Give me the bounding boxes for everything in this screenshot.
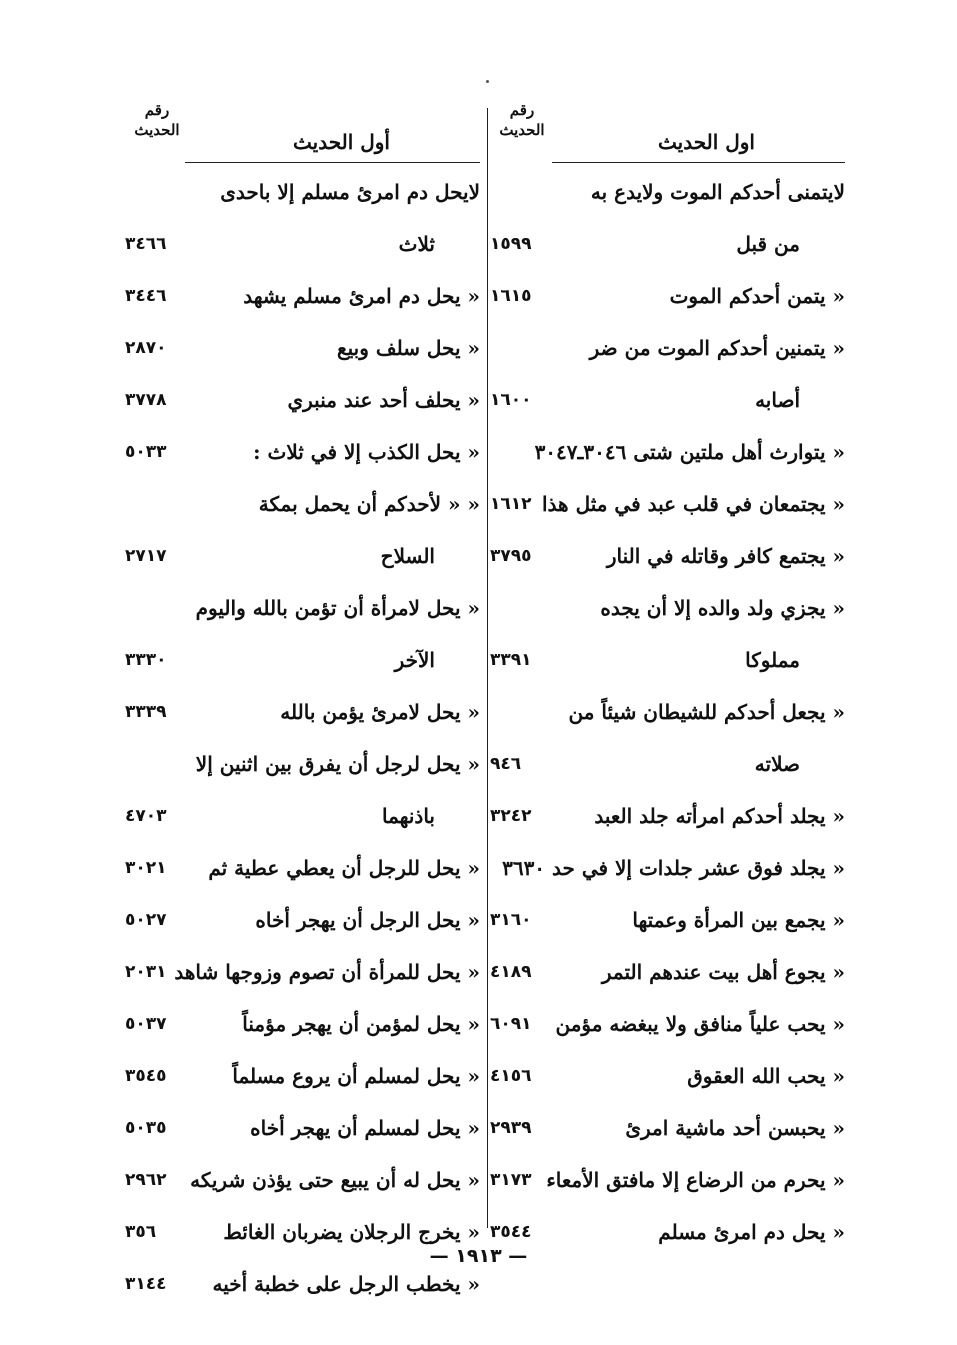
index-entry bbox=[490, 898, 845, 950]
entry-text: « يحل لرجل أن يفرق بين اثنين إلا bbox=[195, 752, 480, 776]
entry-text: لايحل دم امرئ مسلم إلا باحدى bbox=[220, 180, 480, 204]
hadith-number: ٥٠٣٥ bbox=[125, 1118, 167, 1138]
entry-text: « يجتمعان في قلب عبد في مثل هذا bbox=[542, 492, 845, 516]
printing-speck bbox=[486, 80, 489, 83]
hadith-number: ٥٠٢٧ bbox=[125, 910, 167, 930]
left-column-header bbox=[125, 90, 480, 170]
hadith-number: ٣٤٦٦ bbox=[125, 234, 167, 254]
entry-text: « يجوع أهل بيت عندهم التمر bbox=[601, 960, 845, 984]
hadith-number: ١٦١٢ bbox=[490, 494, 532, 514]
header-title: اول الحديث bbox=[658, 130, 755, 154]
index-entry bbox=[125, 1054, 480, 1106]
entry-text: « يخطب الرجل على خطبة أخيه bbox=[212, 1272, 480, 1296]
index-entry bbox=[125, 950, 480, 1002]
hadith-number: ٤١٨٩ bbox=[490, 962, 532, 982]
column-divider bbox=[487, 108, 488, 1228]
index-entry bbox=[490, 378, 845, 430]
entry-text: باذنهما bbox=[381, 804, 435, 828]
right-column-header bbox=[490, 90, 845, 170]
hadith-number: ٤٧٠٣ bbox=[125, 806, 167, 826]
hadith-number: ٣٥٤٤ bbox=[490, 1222, 532, 1242]
entry-text: « يحب الله العقوق bbox=[687, 1064, 845, 1088]
page-number: — ١٩١٣ — bbox=[429, 1245, 528, 1267]
entry-text: « يحل لامرئ يؤمن بالله bbox=[280, 700, 480, 724]
hadith-number: ٣٣٩١ bbox=[490, 650, 532, 670]
entry-text: « يحل للرجل أن يعطي عطية ثم bbox=[208, 856, 480, 880]
hadith-number: ٣٧٧٨ bbox=[125, 390, 167, 410]
index-entry bbox=[490, 950, 845, 1002]
index-entry bbox=[125, 274, 480, 326]
index-entry bbox=[490, 1054, 845, 1106]
index-entry bbox=[125, 898, 480, 950]
header-number-label: رقم الحديث bbox=[499, 101, 545, 139]
index-entry bbox=[125, 1106, 480, 1158]
index-entry bbox=[125, 1158, 480, 1210]
index-entry bbox=[490, 326, 845, 378]
index-entry bbox=[125, 794, 480, 846]
index-entry bbox=[125, 534, 480, 586]
entry-text: « يحل له أن يبيع حتى يؤذن شريكه bbox=[190, 1168, 480, 1192]
entry-text: « يتوارث أهل ملتين شتى ٣٠٤٦ـ٣٠٤٧ bbox=[534, 440, 845, 464]
header-title: أول الحديث bbox=[293, 130, 390, 154]
index-entry bbox=[490, 430, 845, 482]
hadith-number: ٥٠٣٣ bbox=[125, 442, 167, 462]
index-entry bbox=[125, 170, 480, 222]
index-entry bbox=[125, 222, 480, 274]
index-entry bbox=[490, 586, 845, 638]
hadith-number: ٤١٥٦ bbox=[490, 1066, 532, 1086]
hadith-number: ٣١٦٠ bbox=[490, 910, 532, 930]
entry-text: « يحل الكذب إلا في ثلاث : bbox=[253, 440, 480, 464]
entry-text: « يحل لمؤمن أن يهجر مؤمناً bbox=[242, 1012, 480, 1036]
index-entry bbox=[125, 482, 480, 534]
left-entries-list bbox=[125, 170, 480, 1314]
hadith-number: ٣٥٦ bbox=[125, 1222, 157, 1242]
index-entry bbox=[125, 430, 480, 482]
index-entry bbox=[125, 1002, 480, 1054]
index-entry bbox=[125, 690, 480, 742]
entry-text: « يحل لمسلم أن يروع مسلماً bbox=[232, 1064, 480, 1088]
entry-text: « يجعل أحدكم للشيطان شيئاً من bbox=[568, 700, 845, 724]
index-entry bbox=[490, 638, 845, 690]
hadith-number: ٢٩٦٢ bbox=[125, 1170, 167, 1190]
entry-text: « يجمع بين المرأة وعمتها bbox=[632, 908, 845, 932]
entry-text: السلاح bbox=[380, 544, 435, 568]
entry-text: « يحل دم امرئ مسلم يشهد bbox=[243, 284, 480, 308]
index-entry bbox=[490, 690, 845, 742]
entry-text: « يجلد أحدكم امرأته جلد العبد bbox=[594, 804, 845, 828]
entry-text: « يحب علياً منافق ولا يبغضه مؤمن bbox=[555, 1012, 845, 1036]
entry-text: « يحل سلف وبيع bbox=[337, 336, 480, 360]
hadith-number: ٢٩٣٩ bbox=[490, 1118, 532, 1138]
entry-text: « يجتمع كافر وقاتله في النار bbox=[606, 544, 845, 568]
index-entry bbox=[490, 1002, 845, 1054]
index-entry bbox=[490, 274, 845, 326]
hadith-number: ١٦٠٠ bbox=[490, 390, 532, 410]
index-entry bbox=[125, 326, 480, 378]
hadith-number: ٢٨٧٠ bbox=[125, 338, 167, 358]
entry-text: « يجلد فوق عشر جلدات إلا في حد ٣٦٣٠ bbox=[502, 856, 845, 880]
index-entry bbox=[490, 1106, 845, 1158]
entry-text: لايتمنى أحدكم الموت ولايدع به bbox=[590, 180, 845, 204]
index-entry bbox=[490, 794, 845, 846]
entry-text: « يخرج الرجلان يضربان الغائط bbox=[223, 1220, 480, 1244]
entry-text: « يحبسن أحد ماشية امرئ bbox=[625, 1116, 845, 1140]
index-entry bbox=[490, 170, 845, 222]
index-entry bbox=[490, 742, 845, 794]
entry-text: الآخر bbox=[394, 648, 435, 672]
hadith-number: ٦٠٩١ bbox=[490, 1014, 532, 1034]
hadith-number: ٣١٤٤ bbox=[125, 1274, 167, 1294]
hadith-number: ٣٣٣٠ bbox=[125, 650, 167, 670]
entry-text: « يحل لامرأة أن تؤمن بالله واليوم bbox=[195, 596, 480, 620]
header-number-label: رقم الحديث bbox=[134, 101, 180, 139]
hadith-number: ٣٢٤٢ bbox=[490, 806, 532, 826]
entry-text: صلاته bbox=[754, 752, 800, 776]
entry-text: « يحل للمرأة أن تصوم وزوجها شاهد bbox=[174, 960, 480, 984]
index-entry bbox=[490, 222, 845, 274]
hadith-number: ٩٤٦ bbox=[490, 754, 522, 774]
hadith-number: ١٥٩٩ bbox=[490, 234, 532, 254]
header-rule bbox=[552, 162, 845, 163]
entry-text: « يجزي ولد والده إلا أن يجده bbox=[600, 596, 845, 620]
index-entry bbox=[125, 378, 480, 430]
entry-text: « يحل الرجل أن يهجر أخاه bbox=[255, 908, 480, 932]
entry-text: من قبل bbox=[736, 232, 800, 256]
hadith-number: ٣٤٤٦ bbox=[125, 286, 167, 306]
left-column bbox=[125, 90, 480, 1314]
index-entry bbox=[125, 1262, 480, 1314]
hadith-number: ٣١٧٣ bbox=[490, 1170, 532, 1190]
entry-text: مملوكا bbox=[745, 648, 800, 672]
entry-text: ثلاث bbox=[398, 232, 435, 256]
index-entry bbox=[490, 1158, 845, 1210]
index-entry bbox=[125, 846, 480, 898]
entry-text: « يحلف أحد عند منبري bbox=[287, 388, 480, 412]
entry-text: « يتمن أحدكم الموت bbox=[669, 284, 845, 308]
hadith-number: ٢٠٣١ bbox=[125, 962, 167, 982]
index-entry bbox=[490, 482, 845, 534]
hadith-number: ٣٧٩٥ bbox=[490, 546, 532, 566]
right-entries-list bbox=[490, 170, 845, 1262]
hadith-number: ٣٥٤٥ bbox=[125, 1066, 167, 1086]
hadith-number: ٥٠٣٧ bbox=[125, 1014, 167, 1034]
entry-text: « يتمنين أحدكم الموت من ضر bbox=[589, 336, 845, 360]
header-rule bbox=[185, 162, 480, 163]
index-entry bbox=[490, 534, 845, 586]
entry-text: « يحرم من الرضاع إلا مافتق الأمعاء bbox=[546, 1168, 845, 1192]
hadith-number: ١٦١٥ bbox=[490, 286, 532, 306]
entry-text: « يحل لمسلم أن يهجر أخاه bbox=[250, 1116, 480, 1140]
hadith-number: ٣٣٣٩ bbox=[125, 702, 167, 722]
entry-text: « « لأحدكم أن يحمل بمكة bbox=[258, 492, 480, 516]
hadith-number: ٣٠٢١ bbox=[125, 858, 167, 878]
index-entry bbox=[125, 586, 480, 638]
index-entry bbox=[125, 638, 480, 690]
right-column bbox=[490, 90, 845, 1262]
entry-text: « يحل دم امرئ مسلم bbox=[658, 1220, 845, 1244]
entry-text: أصابه bbox=[755, 388, 800, 412]
index-entry bbox=[125, 742, 480, 794]
index-entry bbox=[490, 846, 845, 898]
hadith-number: ٢٧١٧ bbox=[125, 546, 167, 566]
